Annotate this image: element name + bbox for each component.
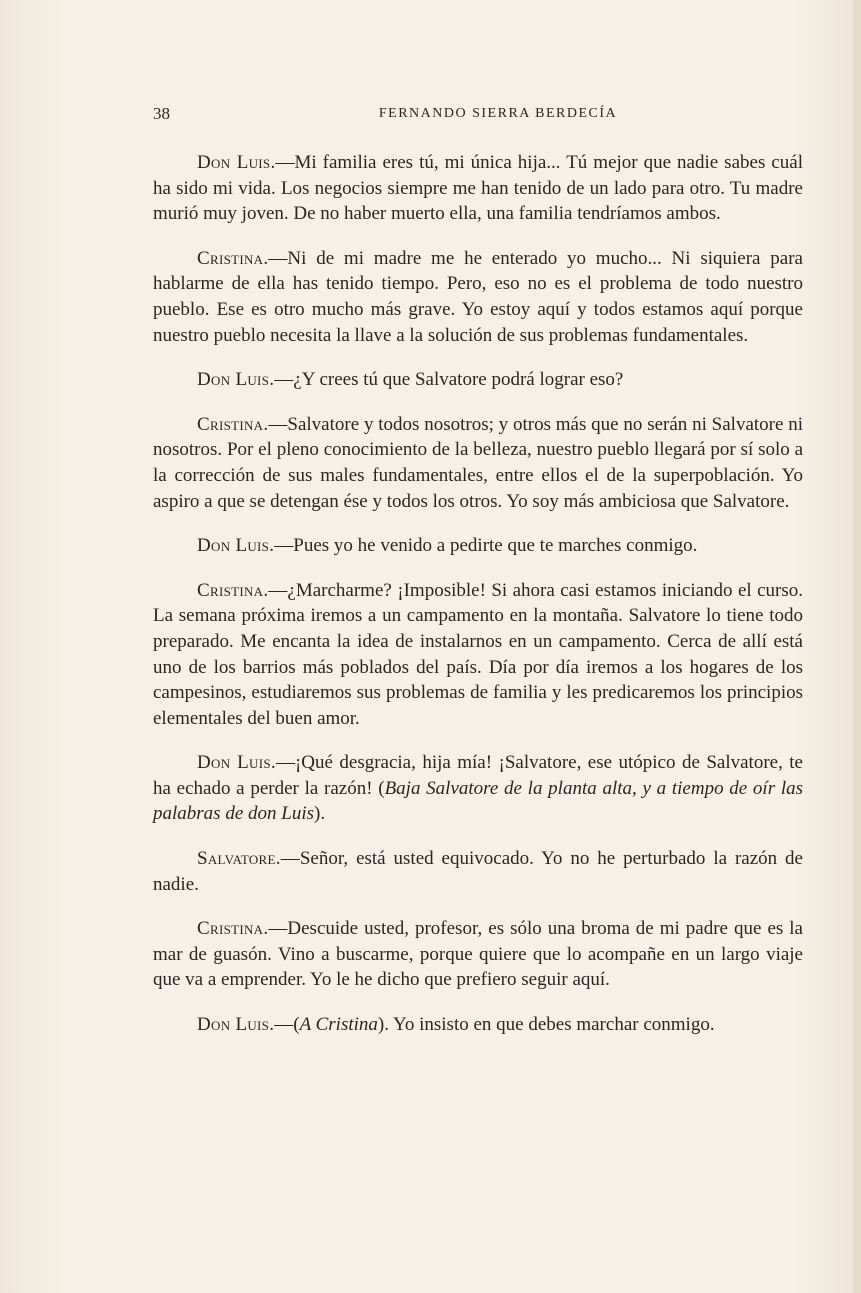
speaker-name: Don Luis.	[197, 1014, 275, 1036]
dialogue-paragraph	[153, 846, 803, 897]
speech-text: —¿Marcharme? ¡Imposible! Si ahora casi estamos iniciando el curso. La semana próxima iremos a un campamento en la montaña. Salvatore lo tiene todo preparado. Me encanta la idea de instalarnos en un campamento. Cerca de allí está uno de los barrios más poblados del país. Día por día iremos a los hogares de los campesinos, estudiaremos sus problemas de familia y les predicaremos los principios elementales del buen amor.	[153, 579, 803, 729]
dialogue-text	[153, 150, 803, 1057]
dialogue-paragraph	[153, 412, 803, 514]
dialogue-paragraph	[153, 1012, 803, 1038]
dialogue-paragraph	[153, 367, 803, 393]
speech-tail: ).	[314, 803, 326, 825]
dialogue-paragraph	[153, 533, 803, 559]
page-header	[153, 104, 803, 128]
speech-text: —Señor, está usted equivocado. Yo no he perturbado la razón de nadie.	[153, 848, 803, 895]
dialogue-paragraph	[153, 578, 803, 732]
speaker-name: Cristina.	[197, 918, 269, 940]
speech-text: —Descuide usted, profesor, es sólo una broma de mi padre que es la mar de guasón. Vino a buscarme, porque quiere que lo acompañe en un largo viaje que va a emprender. Yo le he dicho que prefiero seguir aquí.	[153, 918, 803, 991]
dialogue-paragraph	[153, 916, 803, 993]
speech-tail: ). Yo insisto en que debes marchar conmigo.	[377, 1014, 715, 1036]
speaker-name: Cristina.	[197, 247, 269, 269]
speaker-name: Salvatore.	[197, 848, 281, 870]
running-head: FERNANDO SIERRA BERDECÍA	[378, 106, 618, 121]
speaker-name: Don Luis.	[197, 535, 275, 557]
speech-text: —Pues yo he venido a pedirte que te marches conmigo.	[274, 535, 698, 557]
speaker-name: Don Luis.	[197, 152, 276, 173]
dialogue-paragraph	[153, 750, 803, 827]
speech-text: —¿Y crees tú que Salvatore podrá lograr eso?	[274, 369, 624, 391]
speech-text: —Mi familia eres tú, mi única hija... Tú mejor que nadie sabes cuál ha sido mi vida. Los negocios siempre me han tenido de un lado para otro. Tu madre murió muy joven. De no haber muerto ella, una familia tendríamos ambos.	[153, 152, 803, 225]
speaker-name: Don Luis.	[197, 752, 276, 774]
speech-text: —(	[274, 1014, 300, 1036]
speaker-name: Cristina.	[197, 579, 269, 601]
dialogue-paragraph	[153, 246, 803, 348]
speech-text: —Ni de mi madre me he enterado yo mucho... Ni siquiera para hablarme de ella has tenido tiempo. Pero, eso no es el problema de todo nuestro pueblo. Ese es otro mucho más grave. Yo estoy aquí y todos estamos aquí porque nuestro pueblo necesita la llave a la solución de sus problemas fundamentales.	[153, 247, 803, 346]
speaker-name: Don Luis.	[197, 369, 275, 391]
page-number: 38	[153, 104, 170, 123]
dialogue-paragraph	[153, 150, 803, 227]
speaker-name: Cristina.	[197, 413, 269, 435]
page-edge-shadow	[853, 0, 861, 1293]
speech-text: —Salvatore y todos nosotros; y otros más que no serán ni Salvatore ni nosotros. Por el pleno conocimiento de la belleza, nuestro pueblo llegará por sí solo a la corrección de sus males fundamentales, entre ellos el de la superpoblación. Yo aspiro a que se detengan ése y todos los otros. Yo soy más ambiciosa que Salvatore.	[153, 413, 803, 512]
stage-direction: A Cristina	[299, 1014, 378, 1036]
stage-direction: Baja Salvatore de la planta alta, y a tiempo de oír las palabras de don Luis	[153, 777, 804, 825]
speech-text: —¡Qué desgracia, hija mía! ¡Salvatore, ese utópico de Salvatore, te ha echado a perder la razón! (	[153, 752, 803, 799]
